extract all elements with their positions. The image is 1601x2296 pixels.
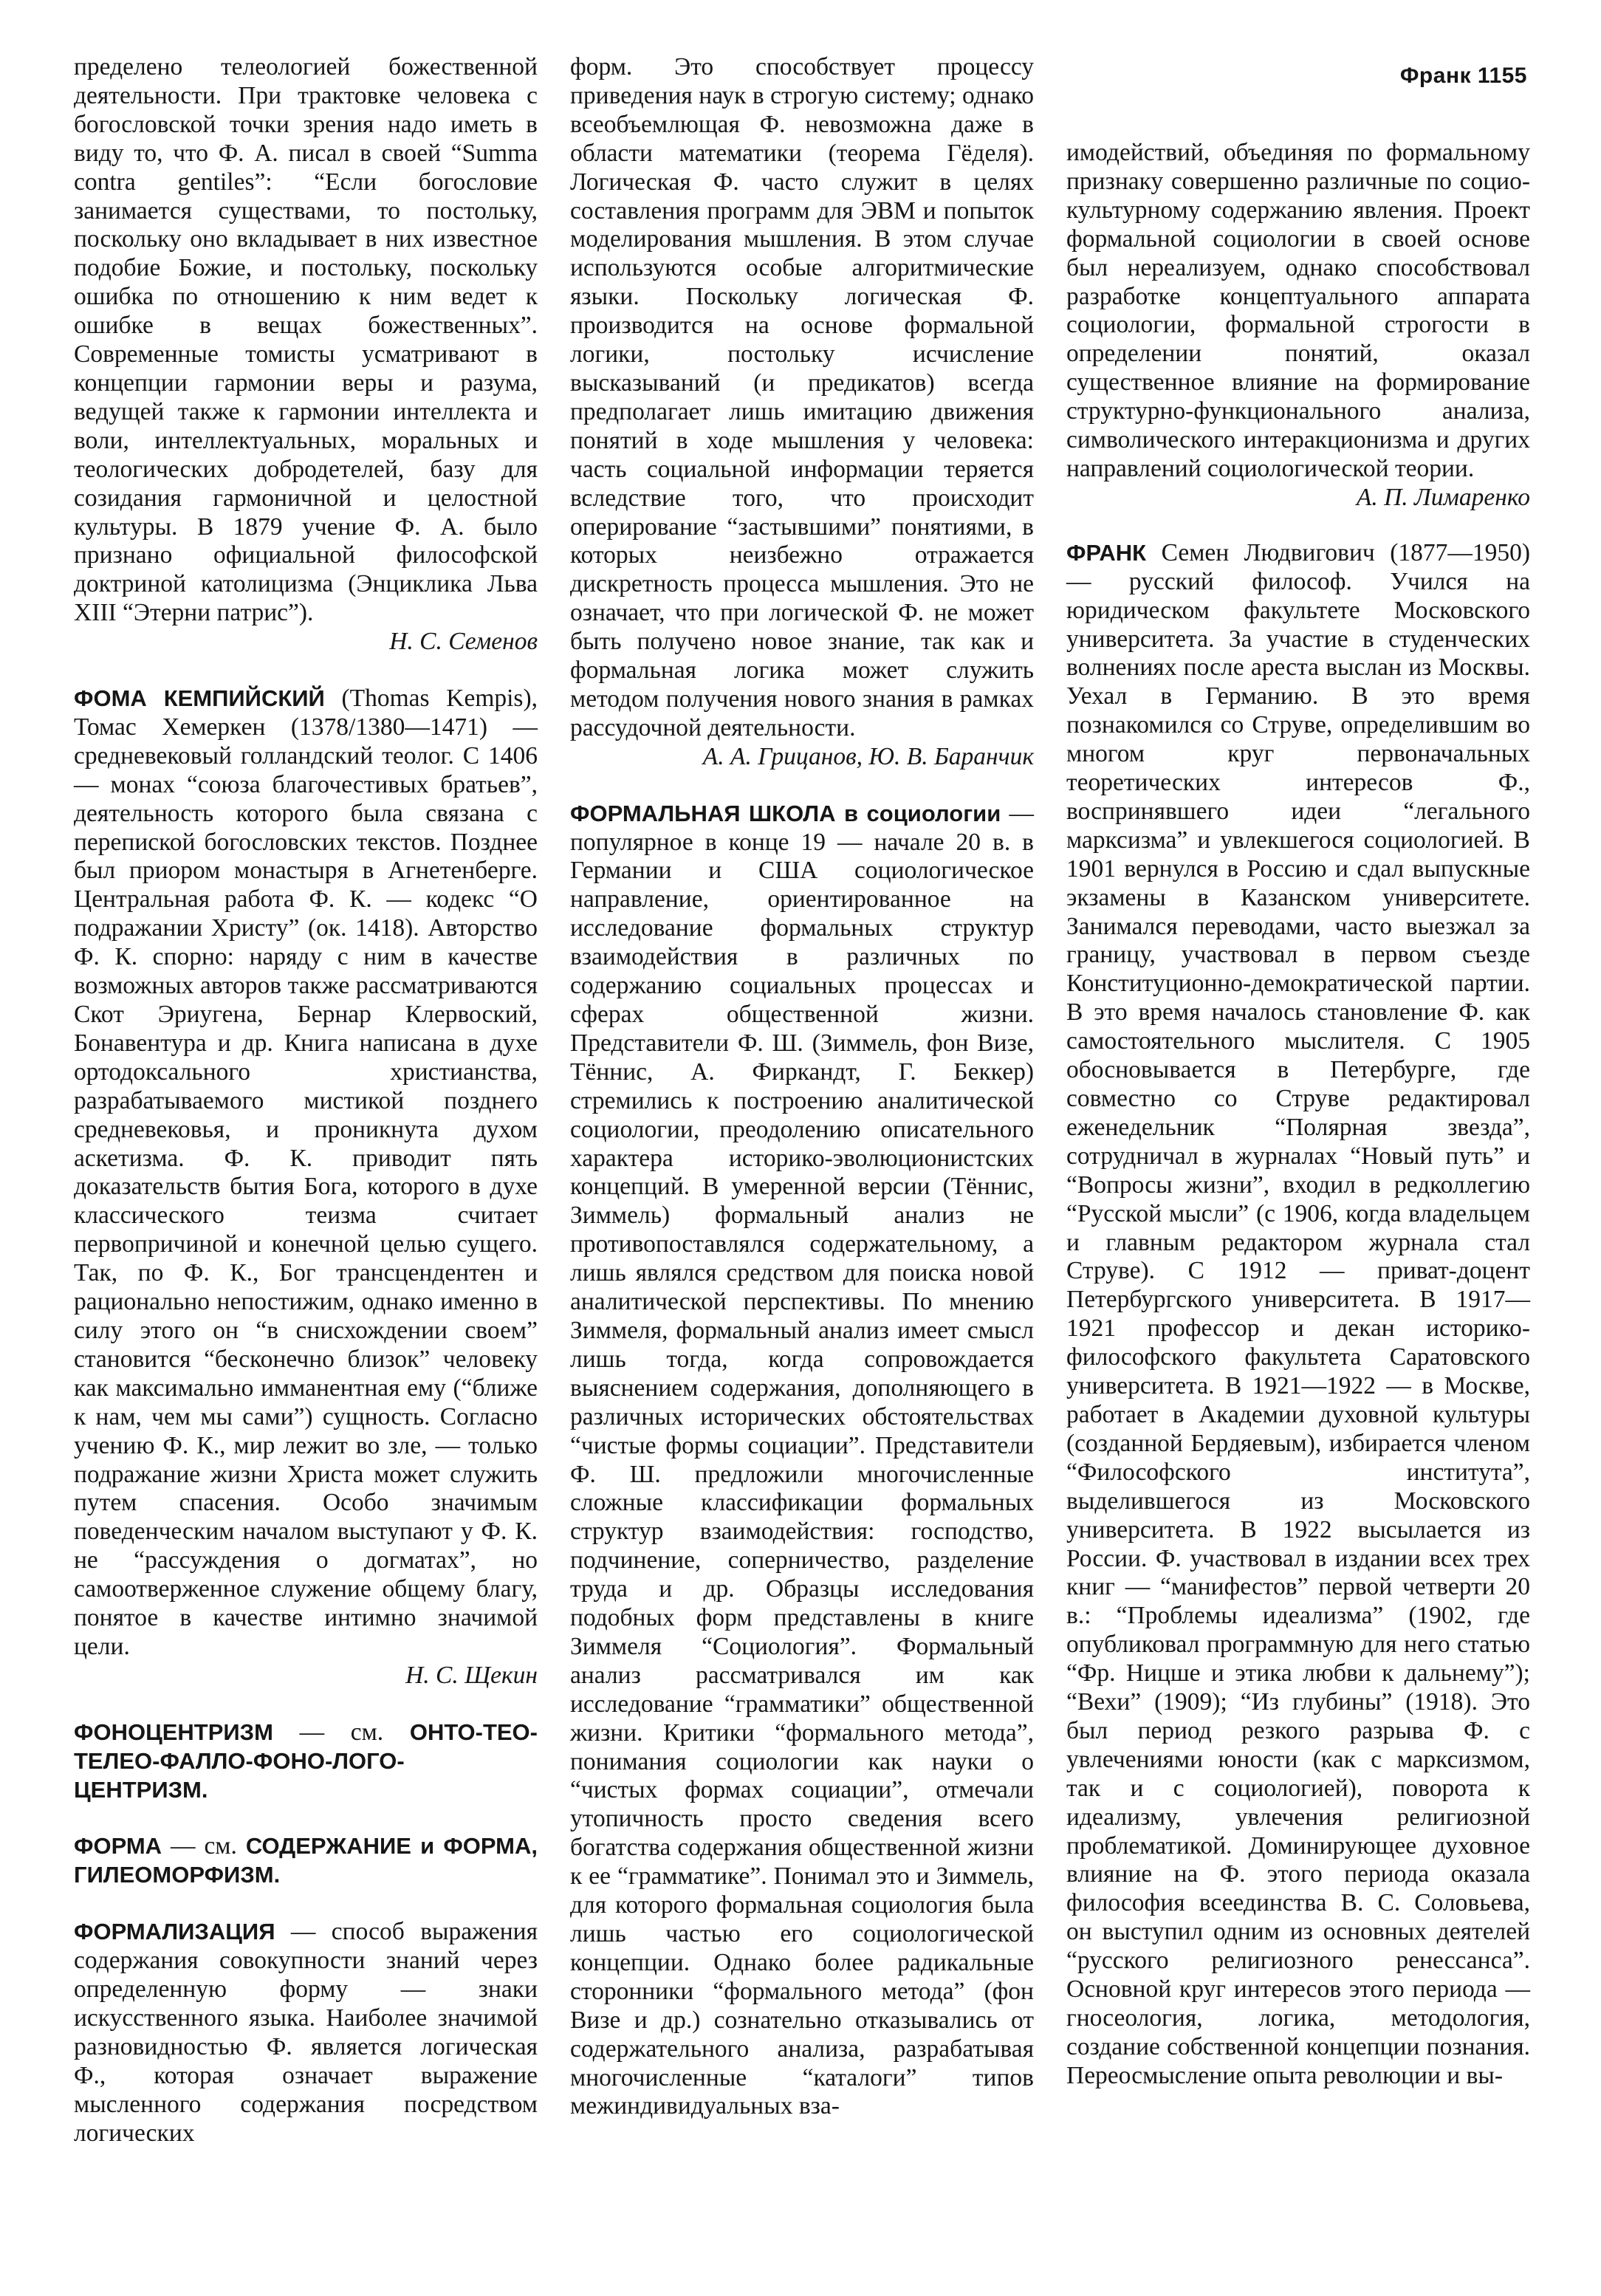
cross-reference-link[interactable]: СОДЕРЖАНИЕ и ФОРМА, ГИЛЕОМОРФИЗМ. [74,1833,538,1888]
see-label: — см. [162,1832,246,1860]
entry-headword: ФРАНК [1066,539,1147,566]
entry-body [74,1718,538,1805]
entry-body [74,685,538,1662]
entry-formalization-continuation [570,53,1034,772]
column-3 [1066,139,1530,2091]
entry-author: А. А. Грицанов, Ю. В. Баранчик [702,742,1034,770]
entry-text: Семен Людвигович (1877—1950) — русский философ. Учился на юридическом факультете Московского университета. За участие в студенческих волнениях после ареста выслан из Москвы. Уехал в Германию. В это время познакомился со Струве, определившим во многом круг первоначальных теоретических интересов Ф., воспринявшего идеи “легального марксизма” и увлекшегося социологией. В 1901 вернулся в Россию и сдал выпускные экзамены в Казанском университете. Занимался переводами, часто выезжал за границу, участвовал в первом съезде Конституционно-демократической партии. В это время началось становление Ф. как самостоятельного мыслителя. С 1905 обосновывается в Петербурге, где совместно со Струве редактировал еженедельник “Полярная звезда”, сотрудничал в журналах “Новый путь” и “Вопросы жизни”, входил в редколлегию “Русской мысли” (с 1906, когда владельцем и главным редактором журнала стал Струве). С 1912 — приват-доцент Петербургского университета. В 1917—1921 профессор и декан историко-философского факультета Саратовского университета. В 1921—1922 — в Москве, работает в Академии духовной культуры (созданной Бердяевым), избирается членом “Философского института”, выделившегося из Московского университета. В 1922 высылается из России. Ф. участвовал в издании всех трех книг — “манифестов” первой четверти 20 в.: “Проблемы идеализма” (1902, где опубликовал программную для него статью “Фр. Ницше и этика любви к дальнему”); “Вехи” (1909); “Из глубины” (1918). Это был период резкого разрыва Ф. с увлечениями юности (как с марксизмом, так и с социологией), поворота к идеализму, увлечения религиозной проблематикой. Доминирующее духовное влияние на Ф. этого периода оказала философия всеединства В. С. Соловьева, он выступил одним из основных деятелей “русского религиозного ренессанса”. Основной круг интересов этого периода — гносеология, логика, методология, создание собственной концепции познания. Переосмысление опыта революции и вы- [1066,538,1530,2089]
entry-author: Н. С. Семенов [389,628,538,656]
entry-headword: ФОМА КЕМПИЙСКИЙ [74,685,325,712]
entry-text: — популярное в конце 19 — начале 20 в. в Германии и США социологическое направление, ориентированное на исследование формальных структур взаимодействия в различных по содержанию социальных процессах и сферах общественной жизни. Представители Ф. Ш. (Зиммель, фон Визе, Тённис, А. Фиркандт, Г. Беккер) стремились к построению аналитической социологии, преодолению описательного характера историко-эволюционистских концепций. В умеренной версии (Тённис, Зиммель) формальный анализ не противопоставлялся содержательному, а лишь являлся средством для поиска новой аналитической перспективы. По мнению Зиммеля, формальный анализ имеет смысл лишь тогда, когда сопровождается выяснением содержания, дополняющего в различных исторических обстоятельствах “чистые формы социации”. Представители Ф. Ш. предложили многочисленные сложные классификации формальных структур взаимодействия: господство, подчинение, соперничество, разделение труда и др. Образцы исследования подобных форм представлены в книге Зиммеля “Социология”. Формальный анализ рассматривался им как исследование “грамматики” общественной жизни. Критики “формального метода”, понимания социологии как науки о “чистых формах социации”, отмечали утопичность просто сведения всего богатства содержания общественной жизни к ее “грамматике”. Понимал это и Зиммель, для которого формальная социология была лишь частью его социологической концепции. Однако более радикальные сторонники “формального метода” (фон Визе и др.) сознательно отказывались от содержательного анализа, разрабатывая многочисленные “каталоги” типов межиндивидуальных вза- [570,799,1035,2120]
running-head: Франк 1155 [1399,64,1527,88]
entry-headword: ФОРМА [74,1833,162,1860]
column-1 [74,53,538,2148]
entry-author: Н. С. Щекин [405,1661,538,1689]
entry-formal-school [570,800,1034,2122]
entry-headword: ФОРМАЛИЗАЦИЯ [74,1919,275,1945]
see-label: — см. [272,1718,410,1746]
entry-forma [74,1832,538,1890]
entry-formalization [74,1918,538,2148]
entry-formal-school-continuation [1066,139,1530,513]
entry-fonocentrism [74,1718,538,1805]
entry-body [570,800,1034,2122]
entry-frank [1066,539,1530,2091]
cross-reference-link[interactable]: ОНТО-ТЕО-ТЕЛЕО-ФАЛЛО-ФОНО-ЛОГО-ЦЕНТРИЗМ. [74,1718,538,1803]
entry-headword: ФОНОЦЕНТРИЗМ [74,1718,273,1745]
entry-text: имодействий, объединяя по формальному признаку совершенно различные по социо-культурному содержанию явления. Проект формальной социологии в своей основе был нереализуем, однако способствовал разработке концептуального аппарата социологии, формальной строгости в определении понятий, оказал существенное влияние на формирование структурно-функционального анализа, символического интеракционизма и других направлений социологической теории. [1066,139,1530,482]
entry-text: пределено телеологией божественной деятельности. При трактовке человека с богословской точки зрения надо иметь в виду то, что Ф. А. писал в своей “Summa contra gentiles”: “Если богословие занимается существами, то постольку, поскольку оно вкладывает в них известное подобие Божие, и постольку, поскольку ошибка по отношению к ним ведет к ошибке в вещах божественных”. Современные томисты усматривают в концепции гармонии веры и разума, ведущей также к гармонии интеллекта и воли, интеллектуальных, моральных и теологических добродетелей, базу для созидания гармоничной и целостной культуры. В 1879 учение Ф. А. было признано официальной философской доктриной католицизма (Энциклика Льва XIII “Этерни патрис”). [74,53,538,627]
entry-headword: ФОРМАЛЬНАЯ ШКОЛА в социологии [570,800,1001,826]
entry-text: — способ выражения содержания совокупности знаний через определенную форму — знаки искусственного языка. Наиболее значимой разновидностью Ф. является логическая Ф., которая означает выражение мысленного содержания посредством логических [74,1918,538,2147]
entry-body [74,1832,538,1890]
column-2 [570,53,1034,2121]
entry-text: (Thomas Kempis), Томас Хемеркен (1378/1380—1471) — средневековый голландский теолог. С 1406 — монах “союза благочестивых братьев”, деятельность которого была связана с перепиской богословских текстов. Позднее был приором монастыря в Агнетенберге. Центральная работа Ф. К. — кодекс “О подражании Христу” (ок. 1418). Авторство Ф. К. спорно: наряду с ним в качестве возможных авторов также рассматриваются Скот Эриугена, Бернар Клервоский, Бонавентура и др. Книга написана в духе ортодоксального христианства, разрабатываемого мистикой позднего средневековья, и проникнута духом аскетизма. Ф. К. приводит пять доказательств бытия Бога, которого в духе классического теизма считает первопричиной и конечной целью сущего. Так, по Ф. К., Бог трансцендентен и рационально непостижим, однако именно в силу этого он “в снисхождении своем” становится “бесконечно близок” человеку как максимально имманентная ему (“ближе к нам, чем мы сами”) сущность. Согласно учению Ф. К., мир лежит во зле, — только подражание жизни Христа может служить путем спасения. Особо значимым поведенческим началом выступают у Ф. К. не “рассуждения о догматах”, но самоотверженное служение общему благу, понятое в качестве интимно значимой цели. [74,685,538,1660]
entry-text: форм. Это способствует процессу приведения наук в строгую систему; однако всеобъемлющая Ф. невозможна даже в области математики (теорема Гёделя). Логическая Ф. часто служит в целях составления программ для ЭВМ и попыток моделирования мышления. В этом случае используются особые алгоритмические языки. Поскольку логическая Ф. производится на основе формальной логики, постольку исчисление высказываний (и предикатов) всегда предполагает лишь имитацию движения понятий в ходе мышления у человека: часть социальной информации теряется вследствие того, что происходит оперирование “застывшими” понятиями, в которых неизбежно отражается дискретность процесса мышления. Это не означает, что при логической Ф. не может быть получено новое знание, так как и формальная логика может служить методом получения нового знания в рамках рассудочной деятельности. [570,53,1034,741]
entry-foma-kempiysky [74,685,538,1690]
entry-body [74,1918,538,2148]
entry-foma-aquinas-continuation [74,53,538,657]
entry-author: А. П. Лимаренко [1356,483,1530,511]
entry-body [1066,539,1530,2091]
